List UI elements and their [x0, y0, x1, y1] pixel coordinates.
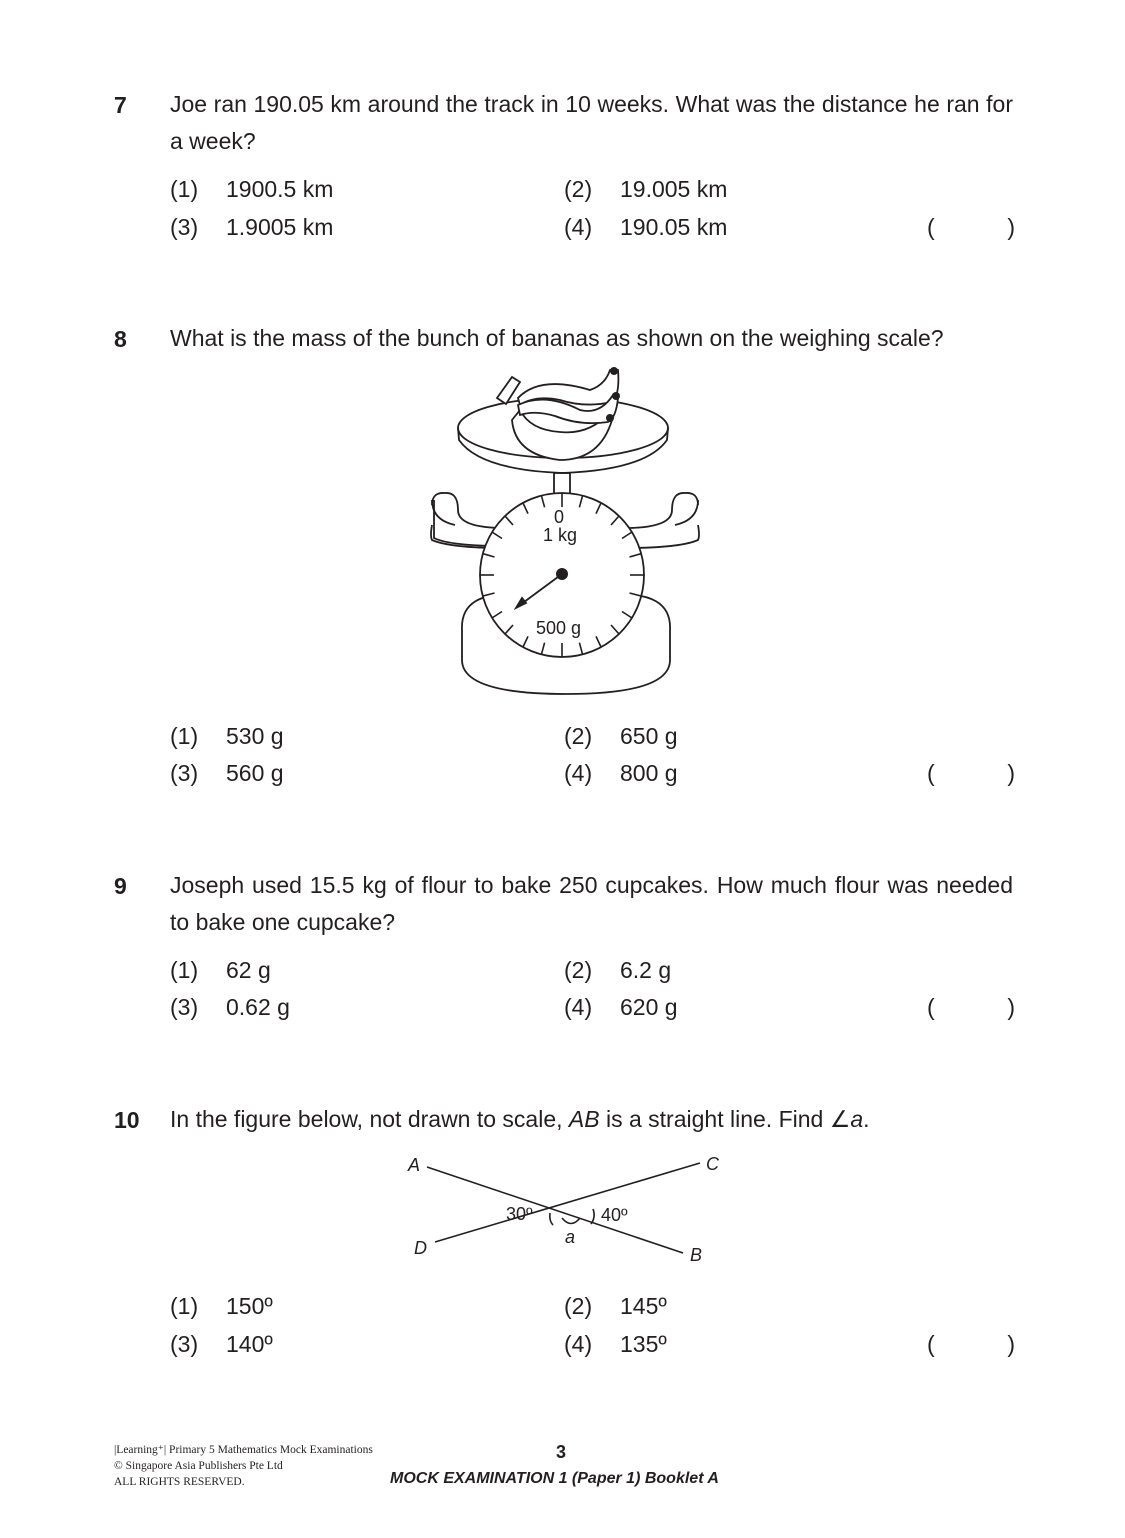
page-number: 3 — [556, 1442, 567, 1462]
label-D: D — [414, 1238, 427, 1258]
question-text: In the figure below, not drawn to scale, AB is a straight line. Find ∠a. — [170, 1106, 870, 1132]
option-2[interactable]: (2) 19.005 km — [564, 176, 728, 202]
label-C: C — [706, 1154, 719, 1174]
dial-label-zero: 0 — [554, 507, 565, 527]
option-1[interactable]: (1) 150º — [170, 1293, 273, 1319]
option-4[interactable]: (4) 620 g — [564, 994, 678, 1020]
angle-a: a — [565, 1227, 576, 1247]
option-2[interactable]: (2) 6.2 g — [564, 957, 672, 983]
option-3[interactable]: (3) 0.62 g — [170, 994, 290, 1020]
answer-box[interactable]: ( ) — [927, 994, 1015, 1020]
angle-40: 40º — [601, 1205, 628, 1225]
answer-box[interactable]: ( ) — [927, 760, 1015, 786]
option-2[interactable]: (2) 145º — [564, 1293, 667, 1319]
option-1[interactable]: (1) 62 g — [170, 957, 271, 983]
question-number: 9 — [114, 873, 127, 899]
angle-30: 30º — [506, 1204, 533, 1224]
footer-credits — [114, 1442, 373, 1490]
option-4[interactable]: (4) 800 g — [564, 760, 678, 786]
question-text: Joseph used 15.5 kg of flour to bake 250 cupcakes. How much flour was needed to bake one cupcake? — [170, 872, 1013, 935]
question-number: 10 — [114, 1107, 140, 1133]
option-1[interactable]: (1) 1900.5 km — [170, 176, 334, 202]
question-number: 7 — [114, 92, 127, 118]
question-number: 8 — [114, 326, 127, 352]
question-text: What is the mass of the bunch of bananas as shown on the weighing scale? — [170, 325, 944, 351]
label-B: B — [690, 1245, 703, 1265]
answer-box[interactable]: ( ) — [927, 1331, 1015, 1357]
option-4[interactable]: (4) 135º — [564, 1331, 667, 1357]
label-A: A — [408, 1155, 421, 1175]
option-2[interactable]: (2) 650 g — [564, 723, 678, 749]
answer-box[interactable]: ( ) — [927, 214, 1015, 240]
footer-series: |Learning⁺| Primary 5 Mathematics Mock Examinations — [114, 1444, 373, 1456]
exam-title: MOCK EXAMINATION 1 (Paper 1) Booklet A — [390, 1470, 719, 1487]
dial-label-500g: 500 g — [536, 618, 582, 638]
option-1[interactable]: (1) 530 g — [170, 723, 284, 749]
angle-figure — [390, 1145, 740, 1275]
option-4[interactable]: (4) 190.05 km — [564, 214, 728, 240]
option-3[interactable]: (3) 560 g — [170, 760, 284, 786]
footer-rights: ALL RIGHTS RESERVED. — [114, 1476, 245, 1488]
option-3[interactable]: (3) 140º — [170, 1331, 273, 1357]
dial-label-1kg: 1 kg — [543, 525, 578, 545]
question-text: Joe ran 190.05 km around the track in 10 weeks. What was the distance he ran for a week? — [170, 91, 1013, 154]
option-3[interactable]: (3) 1.9005 km — [170, 214, 334, 240]
footer-copyright: © Singapore Asia Publishers Pte Ltd — [114, 1460, 283, 1472]
